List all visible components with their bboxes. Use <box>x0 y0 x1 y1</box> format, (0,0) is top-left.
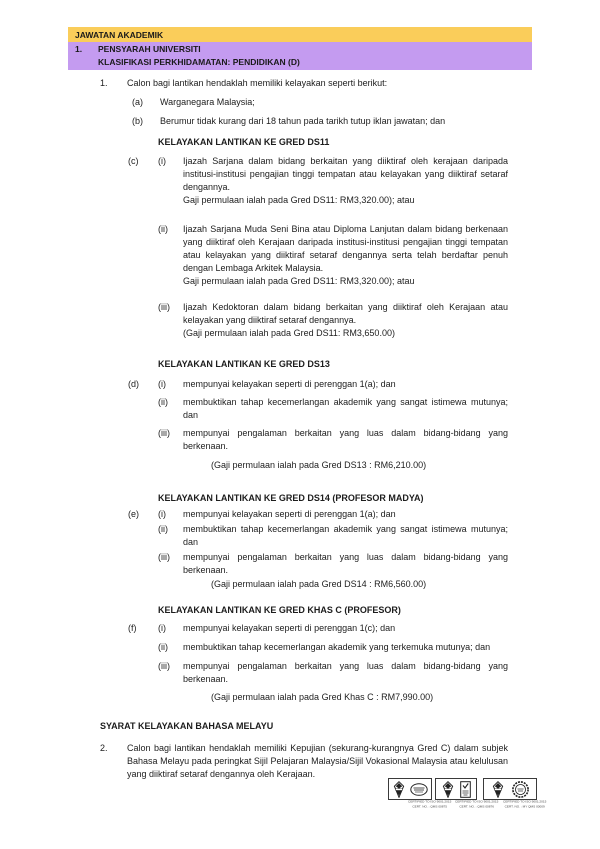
salary-note: (Gaji permulaan ialah pada Gred DS11: RM3,650.00) <box>183 328 395 338</box>
heading-gred-khas-c: KELAYAKAN LANTIKAN KE GRED KHAS C (PROFESOR) <box>158 605 401 615</box>
requirement-1f-i <box>100 622 508 635</box>
salary-note-khas-c: (Gaji permulaan ialah pada Gred Khas C : RM7,990.00) <box>211 692 434 702</box>
roman-label: (i) <box>158 509 166 519</box>
requirement-2-text: Calon bagi lantikan hendaklah memiliki Kepujian (sekurang-kurangnya Gred C) dalam subjek Bahasa Melayu pada peringkat Sijil Pelajaran Malaysia/Sijil Vokasional Malaysia atau kelulusan yang diiktiraf setaraf dengannya oleh Kerajaan. <box>127 743 508 779</box>
salary-note-ds13: (Gaji permulaan ialah pada Gred DS13 : RM6,210.00) <box>211 460 427 470</box>
requirement-text: mempunyai pengalaman berkaitan yang luas dalam bidang-bidang yang berkenaan. <box>183 428 508 451</box>
item-label: (b) <box>132 116 143 126</box>
certification-badge-3 <box>483 778 566 811</box>
cert-caption-line1: CERTIFIED TO ISO 9001:2015 <box>408 800 452 804</box>
roman-label: (iii) <box>158 661 170 671</box>
category-banner <box>68 27 532 42</box>
requirement-text: membuktikan tahap kecemerlangan akademik yang sangat istimewa mutunya; dan <box>183 397 508 420</box>
requirement-text: membuktikan tahap kecemerlangan akademik yang sangat istimewa mutunya; dan <box>183 524 508 547</box>
service-classification: KLASIFIKASI PERKHIDAMATAN: PENDIDIKAN (D) <box>98 57 300 67</box>
document-body <box>100 77 508 781</box>
item-number: 1. <box>100 78 108 88</box>
item-label: (c) <box>128 156 139 166</box>
requirement-1d-iii <box>100 427 508 453</box>
roman-label: (i) <box>158 379 166 389</box>
requirement-text: mempunyai kelayakan seperti di perenggan 1(a); dan <box>183 379 396 389</box>
requirement-text: Ijazah Kedoktoran dalam bidang berkaitan yang diiktiraf oleh Kerajaan atau kelayakan yang diiktiraf setaraf dengannya. <box>183 302 508 325</box>
roman-label: (ii) <box>158 224 168 234</box>
cert-caption-line2: CERT. NO. : QMS 00875 <box>412 805 448 809</box>
requirement-text: Ijazah Sarjana Muda Seni Bina atau Diploma Lanjutan dalam bidang berkenaan yang diiktiraf oleh Kerajaan daripada institusi-institusi pengajian tinggi tempatan atau kelayakan yang diiktiraf setaraf dengannya serta telah berdaftar penuh dengan Lembaga Arkitek Malaysia. <box>183 224 508 273</box>
sirim-diamond-icon <box>491 781 505 798</box>
requirement-text: mempunyai pengalaman berkaitan yang luas dalam bidang-bidang yang berkenaan. <box>183 661 508 684</box>
roman-label: (iii) <box>158 552 170 562</box>
sirim-diamond-icon <box>441 781 455 798</box>
requirement-1-intro: Calon bagi lantikan hendaklah memiliki kelayakan seperti berikut: <box>127 78 388 88</box>
cert-caption-line1: CERTIFIED TO ISO 9001:2015 <box>503 800 547 804</box>
heading-gred-ds11: KELAYAKAN LANTIKAN KE GRED DS11 <box>158 137 330 147</box>
item-label: (d) <box>128 379 139 389</box>
requirement-text: mempunyai pengalaman berkaitan yang luas dalam bidang-bidang yang berkenaan. <box>183 552 508 575</box>
item-label: (e) <box>128 509 139 519</box>
salary-note: Gaji permulaan ialah pada Gred DS11: RM3,320.00); atau <box>183 276 415 286</box>
requirement-text: mempunyai kelayakan seperti di perenggan 1(a); dan <box>183 509 396 519</box>
cert-caption-line2: CERT. NO. : QMS 00876 <box>459 805 495 809</box>
requirement-1c-ii <box>100 223 508 288</box>
cert-caption-line2: CERT. NO. : MY QMS 00009 <box>504 805 545 809</box>
accreditation-circle-icon <box>512 781 529 798</box>
cert-caption-line1: CERTIFIED TO ISO 9001:2015 <box>455 800 499 804</box>
item-number: 2. <box>100 743 108 753</box>
standards-check-icon <box>460 781 471 798</box>
ms-oval-icon <box>410 783 428 796</box>
item-label: (f) <box>128 623 137 633</box>
requirement-1b <box>132 115 508 128</box>
requirement-1c-i <box>100 155 508 207</box>
requirement-1 <box>100 77 508 90</box>
requirement-1b-text: Berumur tidak kurang dari 18 tahun pada tarikh tutup iklan jawatan; dan <box>160 116 446 126</box>
category-banner-label: JAWATAN AKADEMIK <box>75 30 164 40</box>
position-banner <box>68 42 532 70</box>
roman-label: (iii) <box>158 428 170 438</box>
roman-label: (ii) <box>158 524 168 534</box>
roman-label: (i) <box>158 623 166 633</box>
requirement-1a <box>132 96 508 109</box>
heading-gred-ds13: KELAYAKAN LANTIKAN KE GRED DS13 <box>158 359 330 369</box>
salary-note-ds14: (Gaji permulaan ialah pada Gred DS14 : RM6,560.00) <box>211 579 427 589</box>
salary-note: Gaji permulaan ialah pada Gred DS11: RM3,320.00); atau <box>183 195 415 205</box>
heading-gred-ds14: KELAYAKAN LANTIKAN KE GRED DS14 (PROFESOR MADYA) <box>158 493 424 503</box>
heading-bahasa-melayu: SYARAT KELAYAKAN BAHASA MELAYU <box>100 721 274 731</box>
requirement-1e-i <box>100 508 508 521</box>
roman-label: (ii) <box>158 397 168 407</box>
position-number: 1. <box>75 44 83 54</box>
roman-label: (ii) <box>158 642 168 652</box>
requirement-text: membuktikan tahap kecemerlangan akademik yang terkemuka mutunya; dan <box>183 642 491 652</box>
requirement-1f-ii <box>100 641 508 654</box>
requirement-2 <box>100 742 508 781</box>
requirement-1c-iii <box>100 301 508 340</box>
requirement-1d-ii <box>100 396 508 422</box>
roman-label: (iii) <box>158 302 170 312</box>
sirim-diamond-icon <box>392 781 406 798</box>
requirement-text: Ijazah Sarjana dalam bidang berkaitan yang diiktiraf oleh kerajaan daripada institusi-institusi pengajian tinggi tempatan atau kelayakan yang diiktiraf setaraf dengannya. <box>183 156 508 192</box>
requirement-1e-iii <box>100 551 508 577</box>
position-title: PENSYARAH UNIVERSITI <box>98 44 201 54</box>
item-label: (a) <box>132 97 143 107</box>
requirement-1f-iii <box>100 660 508 686</box>
requirement-1a-text: Warganegara Malaysia; <box>160 97 255 107</box>
requirement-text: mempunyai kelayakan seperti di perenggan 1(c); dan <box>183 623 396 633</box>
requirement-1e-ii <box>100 523 508 549</box>
roman-label: (i) <box>158 156 166 166</box>
requirement-1d-i <box>100 378 508 391</box>
